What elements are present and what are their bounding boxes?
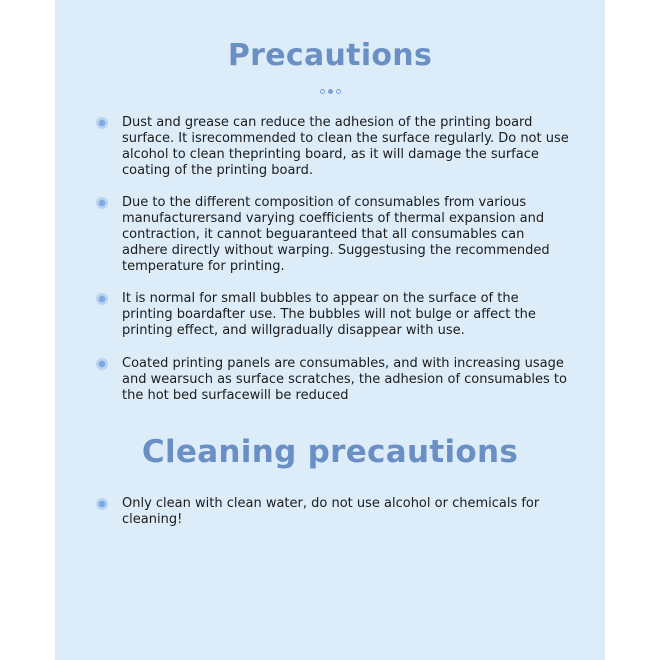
precaution-text: It is normal for small bubbles to appear on the surface of the printing boardafter use. The bubbles will not bulge or affect the printing effect, and willgradually disappear with use.	[122, 291, 536, 338]
dot-indicator	[320, 89, 325, 94]
precaution-text: Due to the different composition of consumables from various manufacturersand varying coefficients of thermal expansion and contraction, it cannot beguaranteed that all consumables can adhere directly without warping. Suggestusing the recommended temperature for printing.	[122, 195, 550, 274]
carousel-dots	[55, 89, 605, 94]
precaution-text: Coated printing panels are consumables, and with increasing usage and wearsuch as surface scratches, the adhesion of consumables to the hot bed surfacewill be reduced	[122, 356, 567, 403]
bullet-icon	[96, 197, 108, 209]
bullet-icon	[96, 117, 108, 129]
dot-indicator-active	[328, 89, 333, 94]
bullet-icon	[96, 498, 108, 510]
dot-indicator	[336, 89, 341, 94]
precautions-title: Precautions	[227, 38, 433, 73]
precaution-text: Dust and grease can reduce the adhesion of the printing board surface. It isrecommended to clean the surface regularly. Do not use alcohol to clean theprinting board, as it will damage the surface coating of the printing board.	[122, 115, 569, 178]
cleaning-text: Only clean with clean water, do not use alcohol or chemicals for cleaning!	[122, 496, 540, 527]
bullet-icon	[96, 358, 108, 370]
cleaning-precautions-title: Cleaning precautions	[141, 434, 519, 470]
bullet-icon	[96, 293, 108, 305]
content-panel	[55, 0, 605, 660]
